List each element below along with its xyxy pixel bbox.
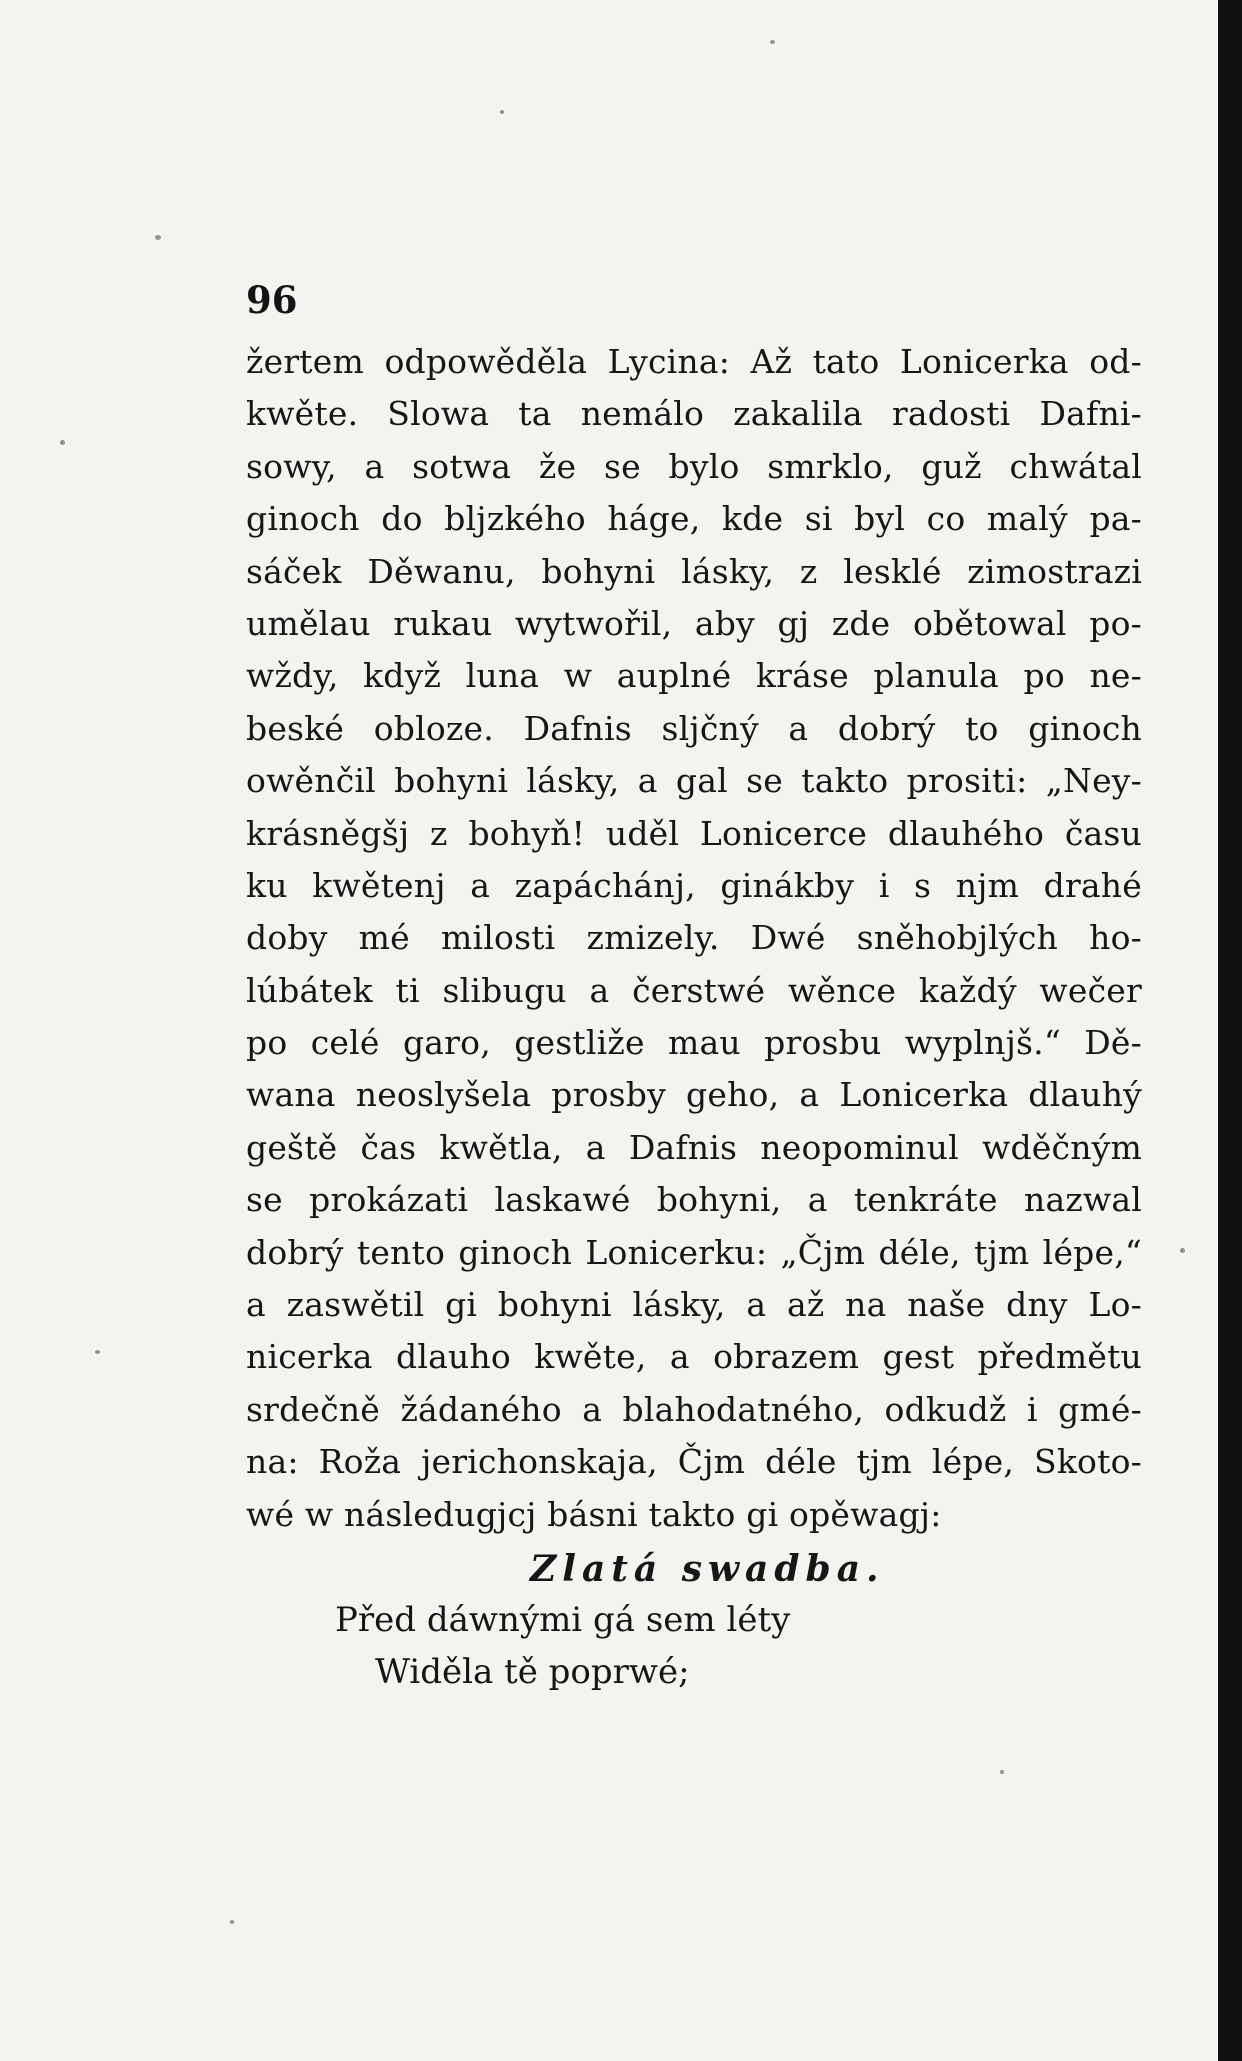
- scan-edge: [1218, 0, 1242, 2061]
- text-line: se prokázati laskawé bohyni, a tenkráte nazwal: [246, 1180, 1142, 1220]
- text-line: wana neoslyšela prosby geho, a Lonicerka dlauhý: [246, 1075, 1142, 1115]
- paper-speck: [1000, 1770, 1004, 1774]
- text-line: žertem odpowěděla Lycina: Až tato Lonicerka od-: [246, 342, 1142, 381]
- body-text: [246, 336, 1142, 1541]
- text-line: sáček Děwanu, bohyni lásky, z lesklé zimostrazi: [246, 551, 1142, 591]
- poem-title: Zlatá swadba.: [530, 1548, 885, 1590]
- text-line: sowy, a sotwa že se bylo smrklo, guž chwátal: [246, 446, 1142, 486]
- text-line: kwěte. Slowa ta nemálo zakalila radosti Dafni-: [246, 394, 1142, 434]
- paper-speck: [770, 40, 775, 44]
- paper-speck: [95, 1350, 100, 1354]
- text-line: doby mé milosti zmizely. Dwé sněhobjlých ho-: [246, 918, 1142, 958]
- text-line: dobrý tento ginoch Lonicerku: „Čjm déle, tjm lépe,“: [246, 1232, 1142, 1272]
- poem-verse: Widěla tě poprwé;: [375, 1652, 690, 1692]
- text-line: po celé garo, gestliže mau prosbu wyplnjš.“ Dě-: [246, 1023, 1142, 1063]
- poem-verse: Před dáwnými gá sem léty: [335, 1600, 791, 1640]
- text-line: lúbátek ti slibugu a čerstwé wěnce každý wečer: [246, 970, 1142, 1010]
- paper-speck: [60, 440, 65, 445]
- text-line: srdečně žádaného a blahodatného, odkudž i gmé-: [246, 1389, 1142, 1429]
- text-line: a zaswětil gi bohyni lásky, a až na naše dny Lo-: [246, 1285, 1142, 1325]
- paper-speck: [1180, 1248, 1185, 1253]
- text-line: na: Roža jerichonskaja, Čjm déle tjm lépe, Skoto-: [246, 1442, 1142, 1482]
- text-line: owěnčil bohyni lásky, a gal se takto prositi: „Ney-: [246, 761, 1142, 801]
- text-line: umělau rukau wytwořil, aby gj zde obětowal po-: [246, 603, 1142, 643]
- text-line: nicerka dlauho kwěte, a obrazem gest předmětu: [246, 1337, 1142, 1377]
- text-line: geště čas kwětla, a Dafnis neopominul wděčným: [246, 1127, 1142, 1167]
- paper-speck: [155, 235, 161, 240]
- paper-speck: [230, 1920, 234, 1924]
- page-number: 96: [246, 278, 298, 322]
- paper-speck: [500, 110, 504, 114]
- text-line: krásněgšj z bohyň! uděl Lonicerce dlauhého času: [246, 813, 1142, 853]
- text-line: wé w následugjcj básni takto gi opěwagj:: [246, 1494, 942, 1534]
- text-line: ginoch do bljzkého háge, kde si byl co malý pa-: [246, 499, 1142, 539]
- text-line: ku kwětenj a zapáchánj, ginákby i s njm drahé: [246, 865, 1142, 905]
- text-line: wždy, když luna w auplné kráse planula po ne-: [246, 656, 1142, 696]
- text-line: beské obloze. Dafnis sljčný a dobrý to ginoch: [246, 708, 1142, 748]
